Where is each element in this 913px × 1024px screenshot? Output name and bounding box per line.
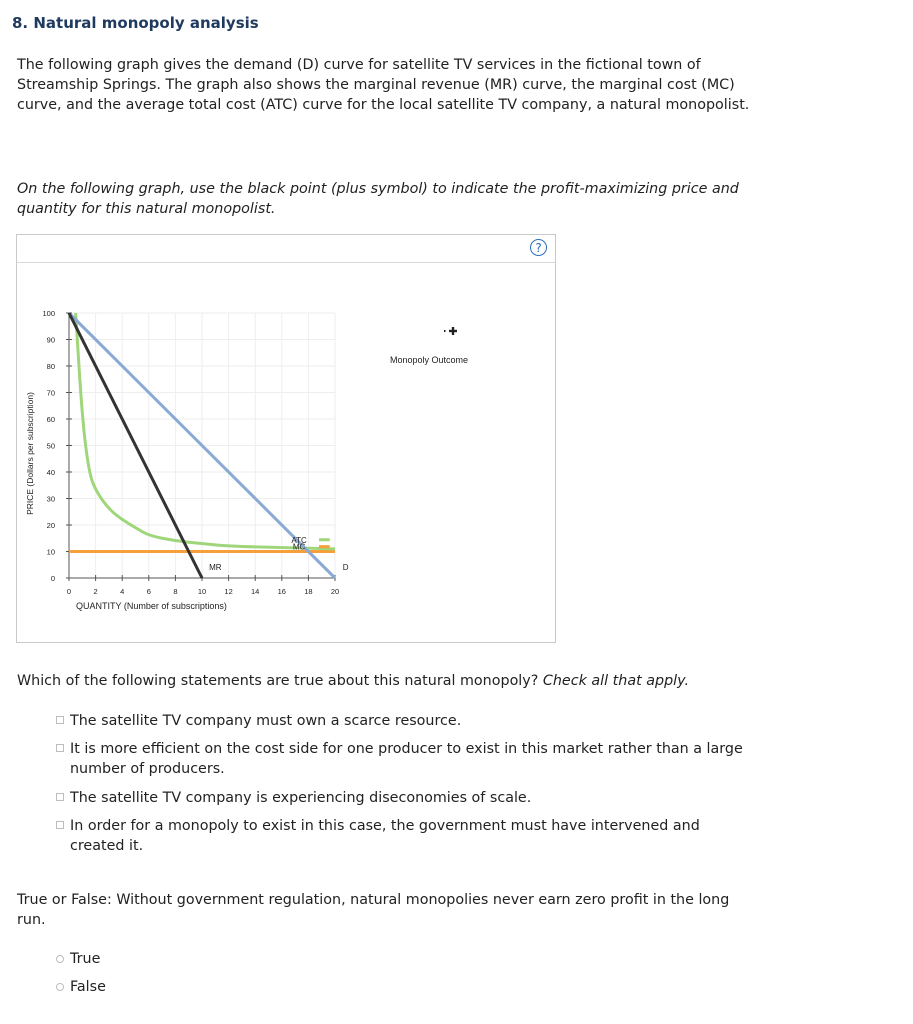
x-tick-label: 8 (173, 587, 178, 596)
y-tick-label: 60 (46, 415, 55, 424)
y-tick-label: 100 (42, 309, 55, 318)
x-tick-label: 4 (120, 587, 125, 596)
x-tick-label: 18 (304, 587, 313, 596)
checkbox[interactable] (56, 821, 64, 829)
curve-label-mc: MC (292, 542, 306, 552)
plus-tool-icon[interactable] (444, 327, 457, 335)
option-label: It is more efficient on the cost side for one producer to exist in this market rather than a large number of producers. (70, 741, 743, 777)
x-tick-label: 2 (93, 587, 98, 596)
x-tick-label: 20 (330, 587, 340, 596)
option-government[interactable] (56, 816, 756, 856)
y-tick-label: 50 (46, 441, 55, 451)
intro-paragraph: The following graph gives the demand (D) curve for satellite TV services in the fictional town of Streamship Springs. The graph also shows the marginal revenue (MR) curve, the marginal cost (MC) curve, and the average total cost (ATC) curve for the local satellite TV company, a natural monopolist. (17, 57, 750, 113)
option-true[interactable] (56, 949, 756, 969)
question1-prompt (17, 673, 689, 689)
x-tick-label: 0 (66, 587, 72, 596)
option-label: False (70, 979, 106, 995)
radio-button[interactable] (56, 955, 64, 963)
y-tick-label: 90 (46, 335, 55, 345)
question2-prompt: True or False: Without government regulation, natural monopolies never earn zero profit in the long run. (17, 892, 730, 928)
y-tick-label: 40 (46, 468, 55, 477)
question1-text: Which of the following statements are true about this natural monopoly? (17, 673, 543, 689)
y-tick-label: 70 (46, 388, 55, 398)
y-tick-label: 10 (46, 547, 55, 557)
help-icon[interactable]: ? (530, 239, 547, 256)
option-cost-efficiency[interactable] (56, 739, 756, 779)
curve-label-d: D (342, 563, 349, 573)
y-axis-label: PRICE (Dollars per subscription) (25, 392, 35, 515)
x-tick-label: 6 (146, 587, 151, 596)
question1-hint: Check all that apply. (542, 673, 690, 689)
checkbox[interactable] (56, 793, 64, 801)
option-label: True (70, 951, 101, 967)
monopoly-chart (17, 235, 555, 642)
curve-label-atc: ATC (291, 535, 307, 545)
option-false[interactable] (56, 977, 756, 997)
y-tick-label: 0 (50, 574, 55, 583)
x-tick-label: 16 (277, 587, 286, 596)
legend-monopoly-outcome: Monopoly Outcome (389, 355, 469, 365)
option-label: The satellite TV company is experiencing diseconomies of scale. (70, 790, 532, 806)
curve-label-mr: MR (209, 563, 222, 573)
y-tick-label: 20 (46, 521, 55, 530)
y-tick-label: 30 (46, 494, 55, 504)
series-atc-curve (76, 313, 335, 549)
radio-button[interactable] (56, 983, 64, 991)
option-label: In order for a monopoly to exist in this case, the government must have intervened and created it. (70, 818, 700, 854)
x-tick-label: 10 (197, 587, 207, 596)
y-tick-label: 80 (46, 362, 55, 371)
checkbox[interactable] (56, 744, 64, 752)
option-scarce-resource[interactable] (56, 711, 756, 731)
graph-panel (16, 234, 556, 643)
x-tick-label: 12 (224, 587, 233, 596)
checkbox[interactable] (56, 716, 64, 724)
x-axis-label: QUANTITY (Number of subscriptions) (76, 601, 227, 611)
option-label: The satellite TV company must own a scarce resource. (70, 713, 462, 729)
page-title: 8. Natural monopoly analysis (12, 14, 259, 32)
instruction-paragraph: On the following graph, use the black point (plus symbol) to indicate the profit-maximizing price and quantity for this natural monopolist. (17, 181, 739, 217)
x-tick-label: 14 (251, 587, 260, 596)
option-diseconomies[interactable] (56, 788, 756, 808)
